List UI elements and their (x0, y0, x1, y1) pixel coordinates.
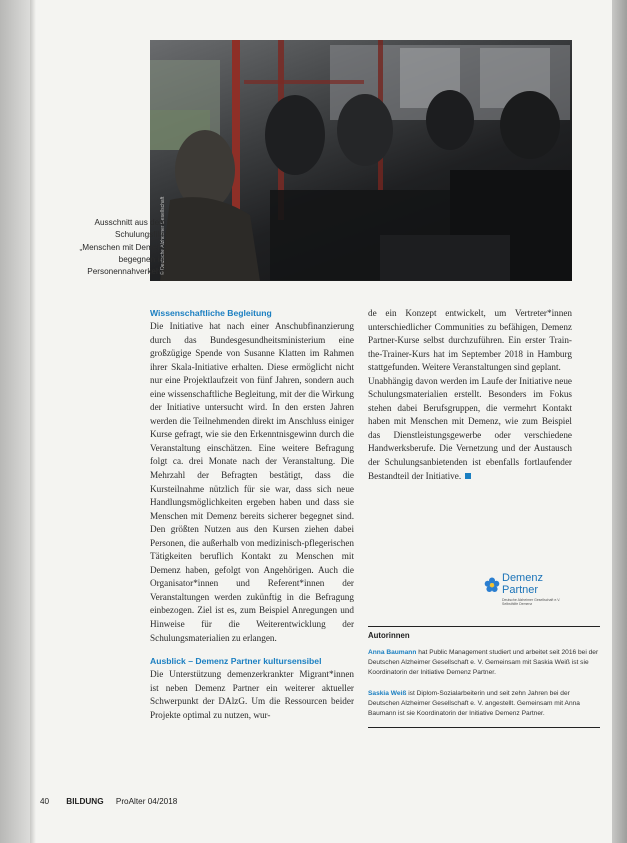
bus-interior-photo (150, 40, 572, 281)
article-column-right (368, 307, 572, 483)
author-bio (368, 648, 600, 679)
body-paragraph (368, 375, 572, 483)
author-name: Saskia Weiß (368, 689, 407, 697)
article-column-left (150, 307, 354, 722)
caption-line: Schulungsfilm (115, 230, 166, 240)
body-paragraph: de ein Konzept entwickelt, um Vertreter*innen unterschiedlicher Communities zu befähigen, Demenz Partner-Kurse selbst durchzuführen. Ein erster Train-the-Trainer-Kurs hat im September 2018 in Hamburg stattgefunden. Weitere Veranstaltungen sind geplant. (368, 308, 572, 373)
issue-label: ProAlter 04/2018 (115, 797, 178, 806)
authors-box (368, 626, 600, 728)
left-page-edge (0, 0, 30, 843)
page-footer (40, 797, 177, 806)
author-name: Anna Baumann (368, 649, 417, 656)
forget-me-not-flower-icon (484, 577, 500, 593)
demenz-partner-logo (484, 573, 574, 619)
body-text: Unabhängig davon werden im Laufe der Initiative neue Schulungsmaterialien erstellt. Besonders im Fokus stehen dabei Berufsgruppen, die vermehrt Kontakt haben mit Menschen mit Demenz, wie zum Beispiel das Dienstleistungsgewerbe oder verschiedene Handwerksberufe. Die Vernetzung und der Austausch der Schulungsanbietenden ist ebenfalls fortlaufender Bestandteil der Initiative. (368, 375, 572, 481)
body-paragraph: Die Initiative hat nach einer Anschubfinanzierung durch das Bundesgesundheitsministerium eine großzügige Spende von Susanne Klatten im Rahmen ihrer Skala-Initiative erhalten. Diese ermöglicht nicht nur eine Projektlaufzeit von fünf Jahren, sondern auch eine wissenschaftliche Begleitung, mit der die Wirkung der Initiative untersucht wird. In den ersten Jahren werden die Teilnehmenden direkt im Anschluss einiger Kurse gefragt, wie sie den Erkenntnisgewinn durch die Veranstaltung einschätzen. Eine weitere Befragung folgt ca. drei Monate nach der Veranstaltung. Die Mehrzahl der Befragten bestätigt, dass die Kursteilnahme nützlich für sie war, dass sich neue Handlungsmöglichkeiten ergeben haben und dass sie Menschen mit Demenz bereits sicherer begegnet sind. Den größten Nutzen aus den Kursen ziehen dabei Personen, die außerhalb von medizinisch-pflegerischen Tätigkeiten beruflich Kontakt zu Menschen mit Demenz haben, gefolgt von Angehörigen. Auch die Organisator*innen und Referent*innen der Veranstaltungen werden zukünftig in die Befragung einbezogen. Ziel ist es, zum Beispiel Anregungen und Hinweise für die Weiterentwicklung der Schulungsmaterialien zu erlangen. (150, 321, 354, 643)
logo-line-2: Partner (502, 583, 539, 596)
article-end-square-icon (465, 473, 471, 479)
section-name: BILDUNG (66, 797, 104, 806)
page-binding-shadow (30, 0, 36, 843)
author-bio-text: hat Public Management studiert und arbeitet seit 2016 bei der Deutschen Alzheimer Gesellschaft e. V. Gemeinsam mit Saskia Weiß ist sie Koordinatorin der Initiative Demenz Partner. (368, 649, 599, 677)
page-number: 40 (40, 797, 50, 806)
logo-wordmark (502, 573, 543, 596)
author-bio-text: ist Diplom-Sozialarbeiterin und seit zehn Jahren bei der Deutschen Alzheimer Gesellschaft e. V. angestellt. Gemeinsam mit Anna Baumann ist sie Koordinatorin der Initiative Demenz Partner. (368, 689, 580, 718)
caption-line: „Menschen mit Demenz (79, 242, 166, 252)
right-page-edge (612, 0, 627, 843)
divider (368, 626, 600, 627)
caption-line: begegnen im (118, 254, 166, 264)
caption-line: Ausschnitt aus dem (94, 218, 166, 227)
author-bio (368, 689, 600, 720)
caption-line: Personennahverkehr“ (87, 267, 166, 277)
logo-tagline: Deutsche Alzheimer Gesellschaft e.V. Selbsthilfe Demenz (502, 598, 561, 607)
photo-caption (40, 217, 166, 278)
photo-credit: © Deutsche Alzheimer Gesellschaft (160, 196, 166, 275)
section-heading: Wissenschaftliche Begleitung (150, 308, 272, 318)
divider (368, 727, 600, 728)
logo-line-1: Demenz (502, 572, 543, 584)
section-heading: Ausblick – Demenz Partner kultursensibel (150, 656, 322, 667)
body-paragraph: Die Unterstützung demenzerkrankter Migrant*innen ist neben Demenz Partner ein weiterer aktueller Schwerpunkt der DAlzG. Um die Ressourcen beider Projekte optimal zu nutzen, wur- (150, 669, 354, 720)
authors-title: Autorinnen (368, 631, 410, 640)
photo-illustration (150, 40, 572, 281)
